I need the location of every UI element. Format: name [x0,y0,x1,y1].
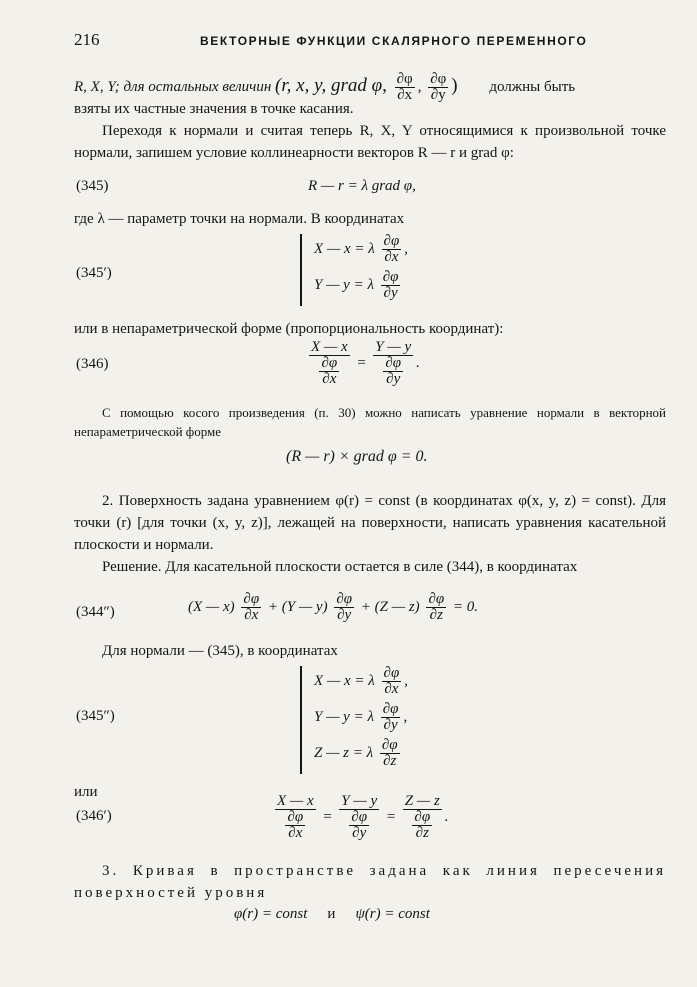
eq-level-surfaces: φ(r) = const и ψ(r) = const [234,906,430,922]
eq-346: $\frac{X — x}{\frac{\partial\varphi}{\partial x}}$ = $\frac{Y — y}{\frac{\partial\varphi}{\partial y}}$ . [311,339,420,387]
eq-345p-system: X — x = λ $\frac{\partial\varphi}{\partial x}$ , Y — y = λ $\frac{\partial\varphi}{\partial y}$ [300,234,408,306]
eq-345: R — r = λ grad φ, [308,178,416,194]
eq-label-344pp: (344″) [76,604,115,620]
solution-2: Решение. Для касательной плоскости остается в силе (344), в координатах [102,559,578,575]
p1-line1: R, X, Y; для остальных величин (r, x, y, grad φ, $\frac{\partial\varphi}{\partial x}$ , $\frac{\partial\varphi}{\partial y}$ ) должны быть [74,71,576,103]
eq-cross-product: (R — r) × grad φ = 0. [286,448,428,465]
paragraph-normal-coords: Для нормали — (345), в координатах [102,643,338,659]
eq-label-345: (345) [76,178,109,194]
eq-label-345pp: (345″) [76,708,115,724]
p1-line2: взяты их частные значения в точке касания. [74,101,354,117]
problem-3: 3. Кривая в пространстве задана как линия пересечения поверхностей уровня [74,863,666,901]
running-title: ВЕКТОРНЫЕ ФУНКЦИИ СКАЛЯРНОГО ПЕРЕМЕННОГО [200,34,588,48]
paragraph-cross-product: С помощью косого произведения (п. 30) можно написать уравнение нормали в векторной непараметрической форме [74,405,666,439]
eq-label-346p: (346′) [76,808,112,824]
paragraph-lambda: где λ — параметр точки на нормали. В координатах [74,211,405,227]
problem-2: 2. Поверхность задана уравнением φ(r) = const (в координатах φ(x, y, z) = const). Для точки (r) [для точки (x, y, z)], лежащей на поверхности, написать уравнения касательной плоскости и нормали. [74,493,666,553]
eq-344pp: (X — x) $\frac{\partial\varphi}{\partial x}$ + (Y — y) $\frac{\partial\varphi}{\partial y}$ + (Z — z) $\frac{\partial\varphi}{\partial z}$ = 0. [188,591,479,623]
paragraph-normal: Переходя к нормали и считая теперь R, X, Y относящимися к произвольной точке нормали, запишем условие коллинеарности векторов R — r и grad φ: [74,123,666,161]
page-number: 216 [74,30,100,49]
eq-label-346: (346) [76,356,109,372]
word-or: или [74,784,98,800]
eq-label-345p: (345′) [76,265,112,281]
paragraph-nonparam: или в непараметрической форме (пропорциональность координат): [74,321,504,337]
eq-346p: $\frac{X — x}{\frac{\partial\varphi}{\partial x}}$ = $\frac{Y — y}{\frac{\partial\varphi}{\partial y}}$ = $\frac{Z — z}{\frac{\partial\varphi}{\partial z}}$ . [277,793,449,841]
eq-345pp-system: X — x = λ $\frac{\partial\varphi}{\partial x}$ , Y — y = λ $\frac{\partial\varphi}{\partial y}$ , Z — z = λ $\frac{\partial\varphi}{\partial z}$ [300,666,408,774]
